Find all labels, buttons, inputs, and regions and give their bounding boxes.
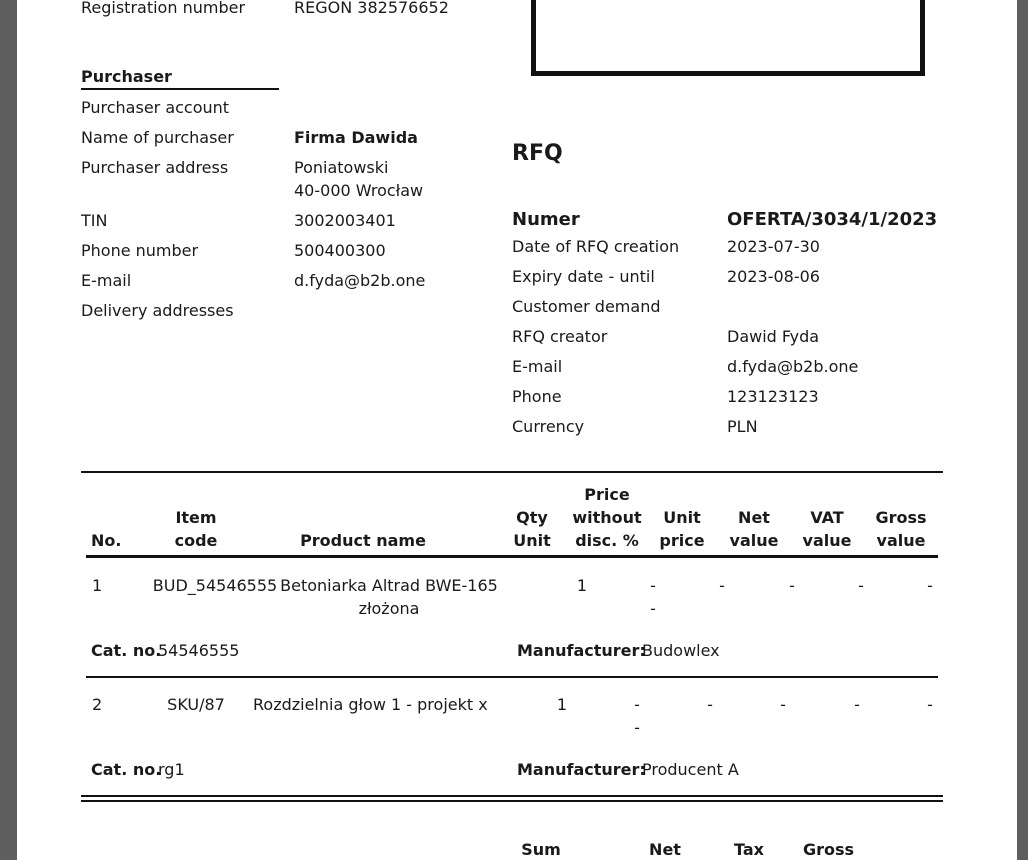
purchaser-name-label: Name of purchaser [81,128,234,147]
table-bottom-rule-2 [81,800,943,802]
col-no-header: No. [91,531,122,550]
col-gross-value-header-1: Gross [875,508,927,527]
manufacturer-label: Manufacturer: [517,641,646,660]
row-price-without-disc-2: - [650,599,656,618]
customer-demand-label: Customer demand [512,297,661,316]
rfq-expiry-value: 2023-08-06 [727,267,820,286]
rfq-number-label: Numer [512,209,580,230]
row-gross-value: - [927,576,933,595]
registration-value: REGON 382576652 [294,0,449,17]
col-qty-header-1: Qty [516,508,548,527]
tin-label: TIN [81,211,108,230]
phone-value: 500400300 [294,241,386,260]
row-vat-value: - [858,576,864,595]
purchaser-account-label: Purchaser account [81,98,230,117]
rfq-created-value: 2023-07-30 [727,237,820,256]
col-unit-price-header-2: price [659,531,705,550]
row-no: 1 [92,576,103,595]
row-item-code: SKU/87 [167,695,225,714]
row-no: 2 [92,695,103,714]
rfq-creator-value: Dawid Fyda [727,327,820,346]
summary-net-header: Net [649,840,681,859]
summary-sum-header: Sum [521,840,561,859]
rfq-currency-value: PLN [727,417,758,436]
purchaser-address-line1: Poniatowski [294,158,389,177]
col-gross-value-header-2: value [876,531,926,550]
rfq-number-value: OFERTA/3034/1/2023 [727,209,938,230]
row-vat-value: - [854,695,860,714]
row-product-name-line2: złożona [358,599,420,618]
row-divider [86,676,938,678]
rfq-expiry-label: Expiry date - until [512,267,655,286]
cat-no-label: Cat. no. [91,760,162,779]
col-item-code-header-2: code [174,531,218,550]
purchaser-heading-underline [81,88,279,90]
rfq-email-label: E-mail [512,357,563,376]
rfq-created-label: Date of RFQ creation [512,237,680,256]
col-item-code-header-1: Item [175,508,217,527]
row-qty: 1 [556,695,568,714]
col-net-value-header-2: value [729,531,779,550]
row-product-name-line1: Betoniarka Altrad BWE-165 [280,576,498,595]
rfq-email-value: d.fyda@b2b.one [727,357,859,376]
rfq-title: RFQ [512,141,563,166]
summary-tax-header: Tax [734,840,764,859]
manufacturer-value: Budowlex [642,641,720,660]
cat-no-label: Cat. no. [91,641,162,660]
delivery-addresses-label: Delivery addresses [81,301,234,320]
row-net-value: - [780,695,786,714]
table-header-rule [86,555,938,558]
manufacturer-label: Manufacturer: [517,760,646,779]
row-price-without-disc: - [650,576,656,595]
tin-value: 3002003401 [294,211,396,230]
col-vat-value-header-2: value [802,531,852,550]
phone-label: Phone number [81,241,199,260]
col-net-value-header-1: Net [738,508,770,527]
col-vat-value-header-1: VAT [810,508,844,527]
row-price-without-disc-2: - [634,718,640,737]
row-price-without-disc: - [634,695,640,714]
purchaser-name-value: Firma Dawida [294,128,418,147]
col-unit-price-header-1: Unit [663,508,701,527]
document-page [17,0,1017,860]
rfq-currency-label: Currency [512,417,585,436]
row-qty: 1 [576,576,588,595]
email-value: d.fyda@b2b.one [294,271,426,290]
purchaser-address-label: Purchaser address [81,158,229,177]
row-item-code: BUD_54546555 [152,576,278,595]
summary-gross-header: Gross [803,840,855,859]
table-top-rule [81,471,943,473]
col-price-header-1: Price [584,485,630,504]
col-qty-header-2: Unit [513,531,551,550]
row-unit-price: - [707,695,713,714]
logo-placeholder [531,0,925,76]
cat-no-value: 54546555 [158,641,240,660]
table-bottom-rule-1 [81,795,943,797]
row-gross-value: - [927,695,933,714]
registration-label: Registration number [81,0,246,17]
row-product-name-line1: Rozdzielnia głow 1 - projekt x [253,695,488,714]
col-product-header: Product name [300,531,426,550]
col-price-header-3: disc. % [575,531,639,550]
col-price-header-2: without [572,508,642,527]
rfq-phone-value: 123123123 [727,387,819,406]
rfq-creator-label: RFQ creator [512,327,608,346]
cat-no-value: rg1 [158,760,185,779]
rfq-phone-label: Phone [512,387,562,406]
email-label: E-mail [81,271,132,290]
row-net-value: - [789,576,795,595]
row-unit-price: - [719,576,725,595]
purchaser-address-line2: 40-000 Wrocław [294,181,424,200]
purchaser-heading: Purchaser [81,67,172,86]
manufacturer-value: Producent A [642,760,739,779]
